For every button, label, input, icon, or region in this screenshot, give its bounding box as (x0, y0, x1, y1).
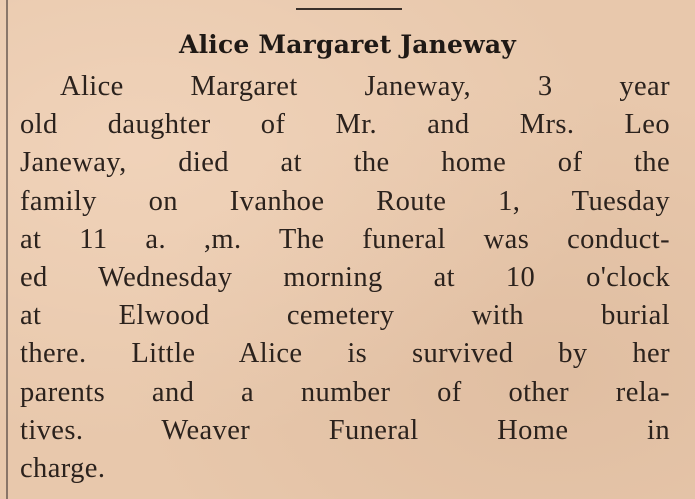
body-line: family on Ivanhoe Route 1, Tuesday (20, 185, 670, 217)
body-line: there. Little Alice is survived by her (20, 338, 670, 370)
body-line: parents and a number of other rela- (20, 376, 670, 408)
body-line: tives. Weaver Funeral Home in (20, 414, 670, 446)
separator-rule (296, 8, 402, 10)
body-line: ed Wednesday morning at 10 o'clock (20, 261, 670, 293)
body-line: at Elwood cemetery with burial (20, 300, 670, 332)
body-line: Janeway, died at the home of the (20, 147, 670, 179)
obituary-body (20, 68, 670, 488)
body-line: Alice Margaret Janeway, 3 year (60, 71, 670, 102)
body-line: charge. (20, 452, 106, 484)
obituary-headline: Alice Margaret Janeway (178, 30, 517, 59)
column-rule (6, 0, 8, 499)
body-line: old daughter of Mr. and Mrs. Leo (20, 109, 670, 141)
body-line: at 11 a. ,m. The funeral was conduct- (20, 223, 670, 255)
